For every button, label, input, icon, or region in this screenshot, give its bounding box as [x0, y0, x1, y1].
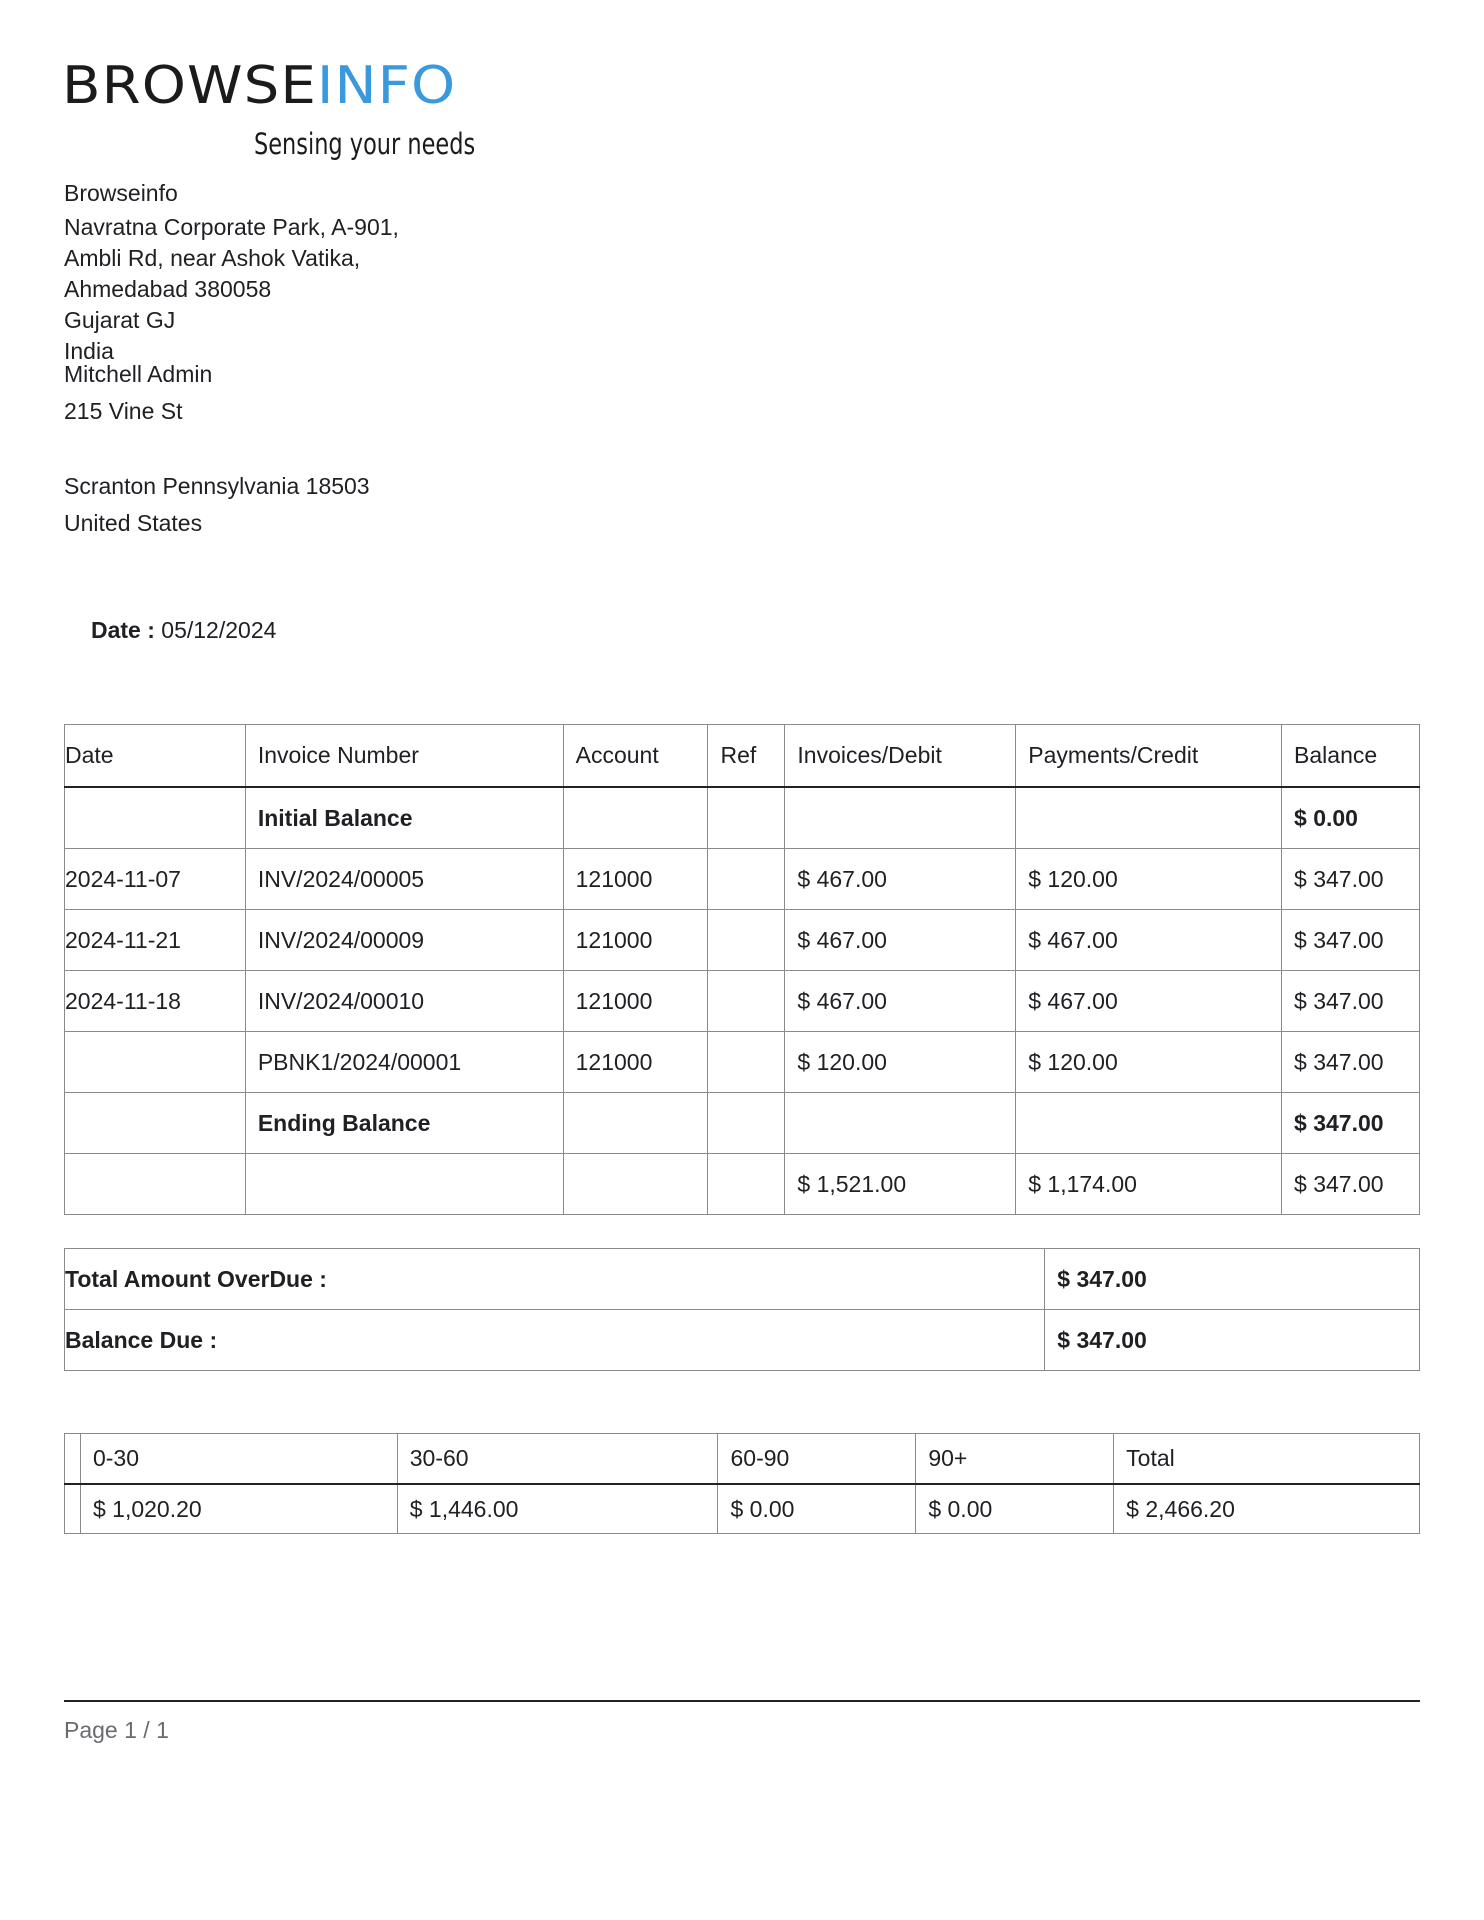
balance-due-label: Balance Due : — [65, 1310, 1045, 1371]
row-credit — [1016, 1093, 1282, 1154]
row-credit: $ 120.00 — [1016, 849, 1282, 910]
row-debit: $ 467.00 — [785, 910, 1016, 971]
row-debit: $ 1,521.00 — [785, 1154, 1016, 1215]
company-address-line: India — [64, 338, 114, 364]
customer-country: United States — [64, 510, 203, 536]
aging-header-90-plus: 90+ — [916, 1434, 1114, 1485]
row-ref — [708, 787, 785, 849]
row-debit: $ 467.00 — [785, 849, 1016, 910]
row-credit: $ 467.00 — [1016, 910, 1282, 971]
total-overdue-label: Total Amount OverDue : — [65, 1249, 1045, 1310]
row-date — [65, 1032, 246, 1093]
logo-tagline: Sensing your needs — [254, 127, 476, 161]
row-account — [563, 1093, 708, 1154]
row-ref — [708, 1032, 785, 1093]
row-account — [563, 787, 708, 849]
row-ref — [708, 1093, 785, 1154]
row-balance: $ 0.00 — [1282, 787, 1420, 849]
row-credit — [1016, 787, 1282, 849]
row-balance: $ 347.00 — [1282, 849, 1420, 910]
column-header-ref: Ref — [708, 725, 785, 788]
column-header-account: Account — [563, 725, 708, 788]
row-date: 2024-11-18 — [65, 971, 246, 1032]
row-account: 121000 — [563, 1032, 708, 1093]
company-address-line: Ambli Rd, near Ashok Vatika, — [64, 245, 361, 271]
table-row — [65, 1093, 1420, 1154]
row-ref — [708, 971, 785, 1032]
row-invoice-number — [245, 1154, 563, 1215]
row-credit: $ 120.00 — [1016, 1032, 1282, 1093]
row-ref — [708, 849, 785, 910]
aging-value-total: $ 2,466.20 — [1114, 1484, 1420, 1534]
statement-date — [91, 616, 276, 644]
page-number: Page 1 / 1 — [64, 1717, 169, 1743]
row-balance: $ 347.00 — [1282, 1032, 1420, 1093]
statement-date-value: 05/12/2024 — [161, 617, 277, 643]
table-row — [65, 1032, 1420, 1093]
aging-value-30-60: $ 1,446.00 — [397, 1484, 718, 1534]
summary-table — [64, 1248, 1420, 1371]
table-row — [65, 787, 1420, 849]
company-address-line: Ahmedabad 380058 — [64, 276, 272, 302]
row-invoice-number: INV/2024/00010 — [245, 971, 563, 1032]
row-balance: $ 347.00 — [1282, 971, 1420, 1032]
row-account: 121000 — [563, 910, 708, 971]
aging-stub-cell — [65, 1434, 81, 1485]
row-invoice-number: INV/2024/00005 — [245, 849, 563, 910]
aging-values-row — [65, 1484, 1420, 1534]
aging-value-90-plus: $ 0.00 — [916, 1484, 1114, 1534]
row-date — [65, 1093, 246, 1154]
table-row — [65, 971, 1420, 1032]
row-invoice-number: INV/2024/00009 — [245, 910, 563, 971]
aging-header-60-90: 60-90 — [718, 1434, 916, 1485]
table-row — [65, 1154, 1420, 1215]
row-credit: $ 1,174.00 — [1016, 1154, 1282, 1215]
statement-date-label: Date : — [91, 617, 155, 643]
column-header-balance: Balance — [1282, 725, 1420, 788]
row-debit: $ 467.00 — [785, 971, 1016, 1032]
company-logo — [62, 58, 456, 114]
row-debit — [785, 787, 1016, 849]
column-header-invoice-number: Invoice Number — [245, 725, 563, 788]
row-date — [65, 1154, 246, 1215]
footer-divider — [64, 1700, 1420, 1702]
row-date — [65, 787, 246, 849]
aging-table — [64, 1433, 1420, 1534]
row-account: 121000 — [563, 849, 708, 910]
column-header-date: Date — [65, 725, 246, 788]
total-overdue-value: $ 347.00 — [1045, 1249, 1420, 1310]
balance-due-value: $ 347.00 — [1045, 1310, 1420, 1371]
company-address-line: Gujarat GJ — [64, 307, 176, 333]
row-debit — [785, 1093, 1016, 1154]
aging-header-total: Total — [1114, 1434, 1420, 1485]
row-balance: $ 347.00 — [1282, 1154, 1420, 1215]
customer-name: Mitchell Admin — [64, 361, 213, 387]
table-row — [65, 910, 1420, 971]
row-invoice-number: PBNK1/2024/00001 — [245, 1032, 563, 1093]
row-ref — [708, 910, 785, 971]
customer-street: 215 Vine St — [64, 398, 183, 424]
row-date: 2024-11-07 — [65, 849, 246, 910]
customer-city: Scranton Pennsylvania 18503 — [64, 473, 370, 499]
table-row — [65, 849, 1420, 910]
aging-value-0-30: $ 1,020.20 — [80, 1484, 397, 1534]
row-credit: $ 467.00 — [1016, 971, 1282, 1032]
row-balance: $ 347.00 — [1282, 910, 1420, 971]
row-account: 121000 — [563, 971, 708, 1032]
aging-header-row — [65, 1434, 1420, 1485]
ledger-table — [64, 724, 1420, 1215]
column-header-credit: Payments/Credit — [1016, 725, 1282, 788]
row-balance: $ 347.00 — [1282, 1093, 1420, 1154]
summary-row-balance-due — [65, 1310, 1420, 1371]
company-address-line: Navratna Corporate Park, A-901, — [64, 214, 399, 240]
aging-stub-cell — [65, 1484, 81, 1534]
row-ref — [708, 1154, 785, 1215]
row-date: 2024-11-21 — [65, 910, 246, 971]
company-name: Browseinfo — [64, 180, 178, 206]
aging-value-60-90: $ 0.00 — [718, 1484, 916, 1534]
summary-row-overdue — [65, 1249, 1420, 1310]
logo-text-blue: INFO — [316, 56, 457, 116]
aging-header-0-30: 0-30 — [80, 1434, 397, 1485]
column-header-debit: Invoices/Debit — [785, 725, 1016, 788]
row-account — [563, 1154, 708, 1215]
logo-text-dark: BROWSE — [62, 56, 317, 116]
row-invoice-number: Initial Balance — [245, 787, 563, 849]
row-debit: $ 120.00 — [785, 1032, 1016, 1093]
ledger-header-row — [65, 725, 1420, 788]
row-invoice-number: Ending Balance — [245, 1093, 563, 1154]
aging-header-30-60: 30-60 — [397, 1434, 718, 1485]
